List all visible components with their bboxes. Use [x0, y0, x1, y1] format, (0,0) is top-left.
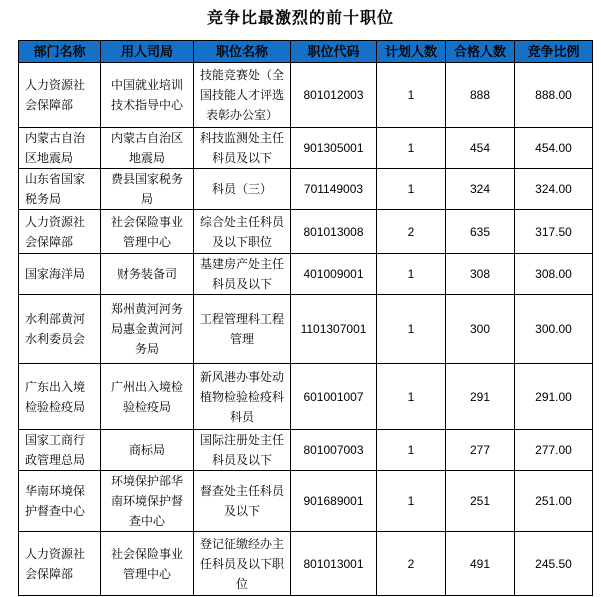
cell-qualified: 251 — [446, 471, 515, 532]
cell-qualified: 308 — [446, 254, 515, 295]
cell-department: 山东省国家税务局 — [19, 169, 101, 210]
table-row — [19, 210, 593, 254]
table-row — [19, 63, 593, 128]
cell-ratio: 317.50 — [515, 210, 593, 254]
cell-code: 801013008 — [291, 210, 377, 254]
cell-planned: 1 — [377, 169, 446, 210]
column-header-bureau: 用人司局 — [101, 41, 194, 63]
cell-position: 技能竞赛处（全国技能人才评选表彰办公室） — [194, 63, 291, 128]
cell-position: 督查处主任科员及以下 — [194, 471, 291, 532]
cell-code: 601001007 — [291, 364, 377, 430]
cell-department: 华南环境保护督查中心 — [19, 471, 101, 532]
table-header-row — [19, 41, 593, 63]
column-header-position: 职位名称 — [194, 41, 291, 63]
table-row — [19, 128, 593, 169]
table-row — [19, 169, 593, 210]
cell-position: 工程管理科工程管理 — [194, 295, 291, 364]
cell-department: 人力资源社会保障部 — [19, 532, 101, 596]
cell-ratio: 324.00 — [515, 169, 593, 210]
cell-ratio: 245.50 — [515, 532, 593, 596]
cell-qualified: 324 — [446, 169, 515, 210]
table-row — [19, 295, 593, 364]
cell-bureau: 广州出入境检验检疫局 — [101, 364, 194, 430]
cell-department: 人力资源社会保障部 — [19, 63, 101, 128]
cell-qualified: 491 — [446, 532, 515, 596]
cell-department: 内蒙古自治区地震局 — [19, 128, 101, 169]
column-header-planned: 计划人数 — [377, 41, 446, 63]
cell-bureau: 财务装备司 — [101, 254, 194, 295]
cell-bureau: 郑州黄河河务局惠金黄河河务局 — [101, 295, 194, 364]
cell-planned: 1 — [377, 364, 446, 430]
cell-planned: 1 — [377, 471, 446, 532]
cell-planned: 1 — [377, 63, 446, 128]
competition-ranking-table — [18, 40, 593, 596]
cell-department: 国家工商行政管理总局 — [19, 430, 101, 471]
cell-ratio: 308.00 — [515, 254, 593, 295]
cell-planned: 1 — [377, 254, 446, 295]
cell-ratio: 300.00 — [515, 295, 593, 364]
cell-qualified: 454 — [446, 128, 515, 169]
cell-qualified: 300 — [446, 295, 515, 364]
table-row — [19, 471, 593, 532]
cell-code: 801013001 — [291, 532, 377, 596]
cell-bureau: 内蒙古自治区地震局 — [101, 128, 194, 169]
cell-qualified: 277 — [446, 430, 515, 471]
cell-code: 1101307001 — [291, 295, 377, 364]
page-title: 竞争比最激烈的前十职位 — [206, 10, 394, 27]
cell-qualified: 888 — [446, 63, 515, 128]
cell-code: 801012003 — [291, 63, 377, 128]
cell-qualified: 635 — [446, 210, 515, 254]
cell-code: 901305001 — [291, 128, 377, 169]
cell-planned: 2 — [377, 210, 446, 254]
cell-planned: 2 — [377, 532, 446, 596]
cell-department: 广东出入境检验检疫局 — [19, 364, 101, 430]
column-header-ratio: 竞争比例 — [515, 41, 593, 63]
cell-ratio: 454.00 — [515, 128, 593, 169]
cell-position: 科员（三） — [194, 169, 291, 210]
cell-bureau: 社会保险事业管理中心 — [101, 532, 194, 596]
cell-department: 人力资源社会保障部 — [19, 210, 101, 254]
cell-department: 水利部黄河水利委员会 — [19, 295, 101, 364]
cell-position: 国际注册处主任科员及以下 — [194, 430, 291, 471]
cell-code: 701149003 — [291, 169, 377, 210]
table-row — [19, 254, 593, 295]
cell-bureau: 环境保护部华南环境保护督查中心 — [101, 471, 194, 532]
cell-ratio: 277.00 — [515, 430, 593, 471]
cell-position: 登记征缴经办主任科员及以下职位 — [194, 532, 291, 596]
cell-ratio: 291.00 — [515, 364, 593, 430]
cell-position: 基建房产处主任科员及以下 — [194, 254, 291, 295]
table-row — [19, 364, 593, 430]
column-header-code: 职位代码 — [291, 41, 377, 63]
cell-planned: 1 — [377, 430, 446, 471]
cell-position: 新风港办事处动植物检验检疫科科员 — [194, 364, 291, 430]
cell-planned: 1 — [377, 295, 446, 364]
cell-ratio: 888.00 — [515, 63, 593, 128]
cell-bureau: 社会保险事业管理中心 — [101, 210, 194, 254]
cell-ratio: 251.00 — [515, 471, 593, 532]
cell-bureau: 费县国家税务局 — [101, 169, 194, 210]
cell-position: 科技监测处主任科员及以下 — [194, 128, 291, 169]
cell-planned: 1 — [377, 128, 446, 169]
cell-bureau: 商标局 — [101, 430, 194, 471]
table-row — [19, 430, 593, 471]
cell-department: 国家海洋局 — [19, 254, 101, 295]
cell-code: 401009001 — [291, 254, 377, 295]
cell-bureau: 中国就业培训技术指导中心 — [101, 63, 194, 128]
column-header-qualified: 合格人数 — [446, 41, 515, 63]
cell-code: 901689001 — [291, 471, 377, 532]
column-header-department: 部门名称 — [19, 41, 101, 63]
cell-code: 801007003 — [291, 430, 377, 471]
cell-position: 综合处主任科员及以下职位 — [194, 210, 291, 254]
table-row — [19, 532, 593, 596]
cell-qualified: 291 — [446, 364, 515, 430]
